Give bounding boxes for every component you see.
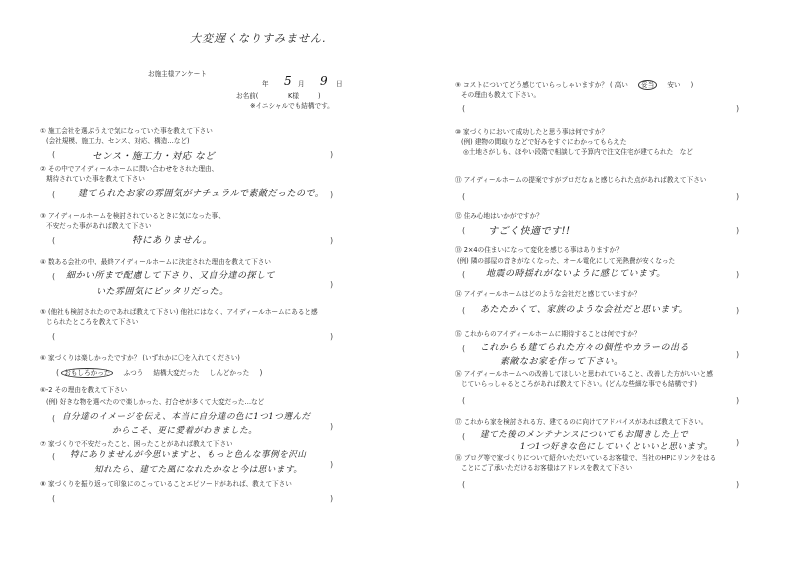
q4-text: ④ 数ある会社の中、最終アイディールホームに決定された理由を教えて下さい	[40, 258, 271, 266]
q13-text: ⑬ 2×4の住まいになって変化を感じる事はありますか？	[455, 246, 623, 254]
q7-answer-line2: 知れたら、建てた風になれたかなと今は思います。	[94, 465, 303, 475]
q9-text	[455, 80, 693, 90]
q18-close-paren: )	[736, 480, 740, 489]
q11-text: ⑪ アイディールホームの提案ですがプロだなぁと感じられた点があれば教えて下さい	[455, 176, 707, 184]
q5-open-paren: (	[52, 332, 56, 341]
q2-close-paren: )	[330, 190, 334, 199]
q16-open-paren: (	[462, 396, 466, 405]
q17-close-paren: )	[736, 438, 740, 447]
day-value: 9	[320, 74, 329, 88]
q3-text-2: 不安だった事があれば教えて下さい	[46, 222, 152, 230]
q12-answer: すごく快適です!!	[488, 226, 571, 237]
q14-open-paren: (	[462, 306, 466, 315]
initial-note: ※イニシャルでも結構です。	[250, 102, 334, 110]
q10-text: ⑩ 家づくりにおいて成功したと思う事は何ですか？	[455, 128, 609, 136]
q14-close-paren: )	[736, 306, 740, 315]
month-label: 月	[298, 80, 305, 88]
q6-2-answer-line2: からこそ、更に愛着がわきました。	[112, 426, 258, 436]
q15-answer-line2: 素敵なお家を作って下さい。	[500, 357, 624, 367]
name-value: K様	[288, 92, 299, 100]
q6-option-1[interactable]: おもしろかった	[61, 368, 113, 378]
q6-option-2[interactable]: ふつう	[123, 369, 144, 377]
q6-close-paren: )	[259, 368, 263, 377]
q5-close-paren: )	[330, 332, 334, 341]
q9-open-paren: (	[462, 104, 466, 113]
q13-open-paren: (	[462, 270, 466, 279]
q17-text: ⑰ これから家を検討される方、建てるのに向けてアドバイスがあれば教えて下さい。	[455, 418, 708, 426]
q8-close-paren: )	[330, 494, 334, 503]
q6-2-answer-line1: 自分達のイメージを伝え、本当に自分達の色に1つ1つ選んだ	[62, 412, 311, 422]
q5-text: ⑤ (他社も検討されたのであれば教えて下さい) 他社にはなく、アイディールホームにあると感	[40, 308, 318, 316]
q16-close-paren: )	[736, 396, 740, 405]
q11-close-paren: )	[736, 192, 740, 201]
q12-text: ⑫ 住み心地はいかがですか？	[455, 212, 543, 220]
q16-text-2: じていらっしゃるところがあれば教えて下さい。(どんな些細な事でも結構です)	[461, 380, 697, 388]
q6-2-close-paren: )	[330, 422, 334, 431]
q3-close-paren: )	[330, 236, 334, 245]
q13-example: (例) 隣の部屋の音きがなくなった、オール電化にして光熱費が安くなった	[457, 257, 676, 265]
q18-text: ⑱ ブログ等で家づくりについて紹介いただいているお客様で、当社のHPにリンクをはる	[455, 454, 717, 462]
q6-option-3[interactable]: 結構大変だった	[153, 369, 200, 377]
q2-answer: 建てられたお家の雰囲気がナチュラルで素敵だったので。	[78, 189, 325, 199]
q15-close-paren: )	[736, 350, 740, 359]
month-value: 5	[284, 74, 293, 88]
q1-answer: センス・施工力・対応 など	[92, 151, 216, 162]
q12-open-paren: (	[462, 226, 466, 235]
q11-open-paren: (	[462, 192, 466, 201]
q6-2-example: (例) 好きな物を選べたので楽しかった、打合せが多くて大変だった…など	[46, 398, 265, 406]
q6-2-open-paren: (	[52, 414, 56, 423]
q18-open-paren: (	[462, 480, 466, 489]
q9-option-2[interactable]: 妥当	[638, 80, 657, 90]
q15-open-paren: (	[462, 344, 466, 353]
q7-text: ⑦ 家づくりで不安だったこと、困ったことがあれば教えて下さい	[40, 440, 233, 448]
q1-close-paren: )	[330, 150, 334, 159]
q6-options	[56, 368, 262, 378]
q3-open-paren: (	[52, 236, 56, 245]
name-close: )	[318, 92, 321, 100]
q10-example-2: ◎土地さがしも、ほやい段階で相談して予算内で注文住宅が建てられた など	[463, 148, 693, 156]
q3-text: ③ アイディールホームを検討されているときに気になった事、	[40, 212, 225, 220]
q7-open-paren: (	[52, 452, 56, 461]
q10-example-1: (例) 建物の間取りなどで好みをすぐにわかってもらえた	[461, 138, 627, 146]
q1-text: ① 施工会社を選ぶうえで気になっていた事を教えて下さい	[40, 127, 213, 135]
q6-option-4[interactable]: しんどかった	[209, 369, 250, 377]
q5-text-2: じられたところを教えて下さい	[46, 318, 139, 326]
q3-answer: 特にありません。	[132, 235, 213, 246]
q6-text: ⑥ 家づくりは楽しかったですか？ (いずれかに〇を入れてください)	[40, 354, 240, 362]
q9-text-2: その理由も教えて下さい。	[461, 91, 541, 99]
q15-answer-line1: これからも建てられた方々の個性やカラーの出る	[480, 343, 690, 353]
form-title: お施主様アンケート	[148, 70, 207, 78]
name-label: お名前(	[236, 92, 259, 100]
q1-example: (会社規模、施工力、センス、対応、構造…など)	[46, 137, 190, 145]
q8-text: ⑧ 家づくりを振り返って印象にのこっていることエピソードがあれば、教えて下さい	[40, 480, 292, 488]
q4-close-paren: )	[330, 280, 334, 289]
q7-close-paren: )	[330, 460, 334, 469]
day-label: 日	[336, 80, 343, 88]
q16-text: ⑯ アイディールホームへの改善してほしいと思われていること、改善した方がいいと感	[455, 370, 713, 378]
q2-text-2: 期待されていた事を教えて下さい	[46, 175, 145, 183]
q4-open-paren: (	[52, 272, 56, 281]
q9-close-paren: )	[736, 104, 740, 113]
q13-answer: 地震の時揺れがないように感じています。	[486, 269, 666, 279]
q4-answer-line2: いた雰囲気にピッタリだった。	[96, 287, 229, 297]
q17-open-paren: (	[462, 432, 466, 441]
q1-open-paren: (	[52, 150, 56, 159]
q2-text: ② その中でアイディールホームに問い合わせをされた理由、	[40, 165, 219, 173]
q2-open-paren: (	[52, 190, 56, 199]
q12-close-paren: )	[736, 226, 740, 235]
q9-option-3[interactable]: 安い	[667, 81, 681, 89]
q17-answer-line1: 建てた後のメンテナンスについてもお聞きした上で	[480, 430, 689, 440]
apology-note: 大変遅くなりすみません.	[190, 32, 327, 45]
q9-option-1[interactable]: 高い	[614, 81, 628, 89]
q18-text-2: ことにご了承いただけるお客様はアドレスを教えて下さい	[461, 464, 633, 472]
q6-2-text: ⑥-2 その理由を教えて下さい	[40, 386, 128, 394]
q17-answer-line2: 1つ1つ好きな色にしていくといいと思います。	[520, 442, 714, 452]
q6-open-paren: (	[56, 368, 60, 377]
q14-text: ⑭ アイディールホームはどのような会社だと感じていますか？	[455, 290, 641, 298]
q4-answer-line1: 細かい所まで配慮して下さり、又自分達の探して	[66, 271, 276, 281]
q9-question: ⑨ コストについてどう感じていらっしゃいますか？ (	[455, 81, 613, 89]
q14-answer: あたたかくて、家族のような会社だと思います。	[480, 305, 689, 315]
q8-open-paren: (	[52, 494, 56, 503]
year-label: 年	[262, 80, 269, 88]
q9-close: )	[690, 81, 694, 89]
q13-close-paren: )	[736, 270, 740, 279]
q15-text: ⑮ これからのアイディールホームに期待することは何ですか？	[455, 330, 641, 338]
q7-answer-line1: 特にありませんが今思いますと、もっと色んな事例を沢山	[70, 450, 307, 460]
